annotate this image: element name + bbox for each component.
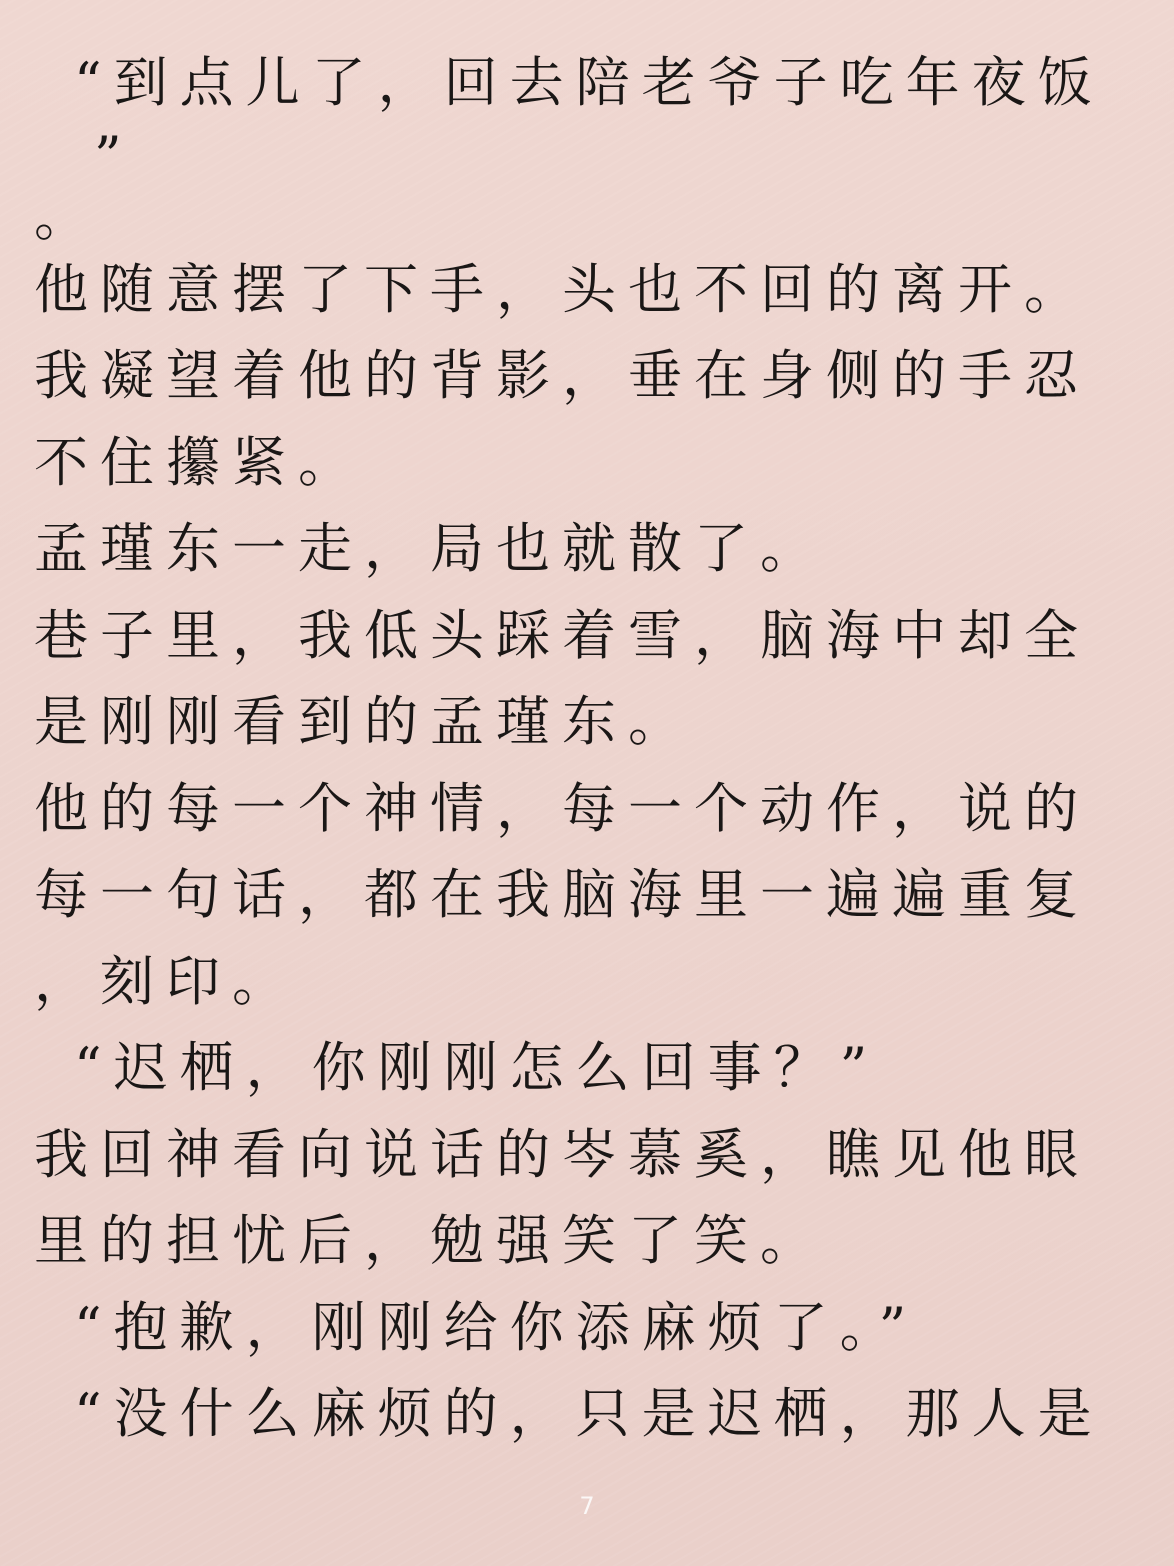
text-line: 我凝望着他的背影，垂在身侧的手忍 [34,344,1090,407]
page-number: 7 [579,1492,595,1520]
novel-text [34,40,1134,1458]
text-line: 我回神看向说话的岑慕奚，瞧见他眼 [34,1122,1090,1186]
text-line: 每一句话，都在我脑海里一遍遍重复 [34,863,1090,926]
text-line: 孟瑾东一走，局也就散了。 [34,517,826,580]
text-line: ，刻印。 [34,949,298,1013]
text-line: “没什么麻烦的，只是迟栖，那人是 [74,1382,1104,1445]
text-line: 里的担忧后，勉强笑了笑。 [34,1209,826,1272]
text-line: 巷子里，我低头踩着雪，脑海中却全 [34,603,1090,667]
text-line: “到点儿了，回去陪老爷子吃年夜饭 [74,51,1104,114]
text-line: “迟栖，你刚刚怎么回事？” [74,1036,880,1099]
text-line: 他的每一个神情，每一个动作，说的 [34,776,1090,840]
text-line: 他随意摆了下手，头也不回的离开。 [34,257,1090,321]
text-line: “抱歉，刚刚给你添麻烦了。” [74,1295,919,1359]
text-line: ” [94,126,134,187]
text-line: 是刚刚看到的孟瑾东。 [34,690,694,753]
text-line: 不住攥紧。 [34,430,364,494]
text-line: 。 [34,186,100,247]
